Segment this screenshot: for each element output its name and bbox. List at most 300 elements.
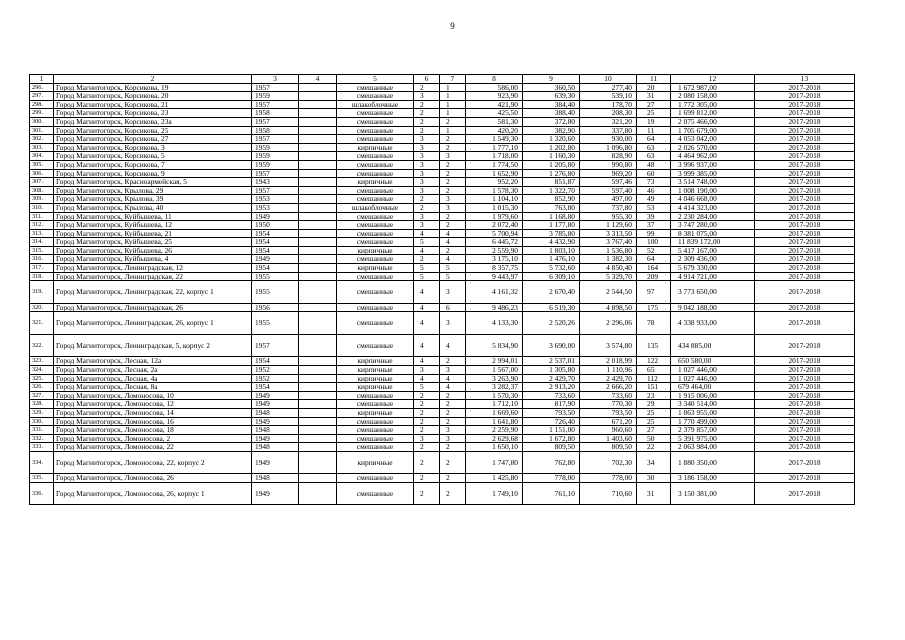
residential-area-cell: 2 429,70 [523,374,580,383]
repair-period-cell: 2017-2018 [755,281,855,304]
total-area-cell: 1 979,60 [466,212,523,221]
entrances-cell: 2 [440,160,466,169]
repair-cost-cell: 3 150 381,00 [671,482,755,505]
repair-period-cell: 2017-2018 [755,92,855,101]
repair-cost-cell: 3 340 514,00 [671,400,755,409]
address-cell: Город Магнитогорск, Куйбышева, 26 [54,246,252,255]
empty-cell [299,281,337,304]
entrances-cell: 2 [440,143,466,152]
address-cell: Город Магнитогорск, Корсикова, 7 [54,160,252,169]
residential-area-cell: 1 276,80 [523,169,580,178]
wall-material-cell: кирпичные [337,374,414,383]
repair-cost-cell: 679 464,00 [671,383,755,392]
private-area-cell: 597,40 [580,186,637,195]
residential-area-cell: 3 785,80 [523,229,580,238]
table-row [30,186,855,195]
empty-cell [299,92,337,101]
floors-cell: 5 [414,272,440,281]
private-area-cell: 1 096,80 [580,143,637,152]
address-cell: Город Магнитогорск, Ломоносова, 26 [54,474,252,483]
repair-cost-cell: 2 080 158,00 [671,92,755,101]
floors-cell: 4 [414,312,440,335]
entrances-cell: 3 [440,434,466,443]
residential-area-cell: 1 160,30 [523,152,580,161]
row-number-cell: 301. [30,126,54,135]
private-area-cell: 2 666,20 [580,383,637,392]
residents-cell: 30 [637,474,671,483]
row-number-cell: 304. [30,152,54,161]
total-area-cell: 952,20 [466,178,523,187]
address-cell: Город Магнитогорск, Корсикова, 5 [54,152,252,161]
address-cell: Город Магнитогорск, Корсикова, 20 [54,92,252,101]
year-built-cell: 1954 [252,246,299,255]
private-area-cell: 539,10 [580,92,637,101]
address-cell: Город Магнитогорск, Лесная, 8а [54,383,252,392]
table-row [30,312,855,335]
total-area-cell: 1 567,00 [466,365,523,374]
header-cell: 5 [337,75,414,84]
floors-cell: 3 [414,434,440,443]
table-row [30,281,855,304]
private-area-cell: 2 544,50 [580,281,637,304]
residential-area-cell: 778,00 [523,474,580,483]
year-built-cell: 1954 [252,264,299,273]
repair-cost-cell: 4 914 721,00 [671,272,755,281]
residential-area-cell: 1 177,80 [523,221,580,230]
address-cell: Город Магнитогорск, Корсикова, 23 [54,109,252,118]
header-cell: 8 [466,75,523,84]
year-built-cell: 1957 [252,117,299,126]
floors-cell: 3 [414,169,440,178]
year-built-cell: 1948 [252,426,299,435]
repair-period-cell: 2017-2018 [755,482,855,505]
entrances-cell: 1 [440,100,466,109]
repair-period-cell: 2017-2018 [755,126,855,135]
row-number-cell: 308. [30,186,54,195]
total-area-cell: 4 133,30 [466,312,523,335]
year-built-cell: 1957 [252,83,299,92]
total-area-cell: 5 700,94 [466,229,523,238]
address-cell: Город Магнитогорск, Лесная, 12а [54,357,252,366]
empty-cell [299,126,337,135]
address-cell: Город Магнитогорск, Корсикова, 25 [54,126,252,135]
address-cell: Город Магнитогорск, Корсикова, 3 [54,143,252,152]
private-area-cell: 778,00 [580,474,637,483]
row-number-cell: 319. [30,281,54,304]
private-area-cell: 710,60 [580,482,637,505]
row-number-cell: 313. [30,229,54,238]
private-area-cell: 955,30 [580,212,637,221]
repair-period-cell: 2017-2018 [755,195,855,204]
year-built-cell: 1955 [252,272,299,281]
total-area-cell: 5 834,90 [466,334,523,357]
table-row [30,117,855,126]
private-area-cell: 930,00 [580,135,637,144]
entrances-cell: 2 [440,169,466,178]
entrances-cell: 3 [440,426,466,435]
table-row [30,203,855,212]
table-row [30,212,855,221]
wall-material-cell: смешанные [337,117,414,126]
residents-cell: 60 [637,169,671,178]
wall-material-cell: смешанные [337,135,414,144]
table-row [30,334,855,357]
entrances-cell: 3 [440,152,466,161]
repair-cost-cell: 4 053 042,00 [671,135,755,144]
wall-material-cell: смешанные [337,443,414,452]
entrances-cell: 2 [440,117,466,126]
total-area-cell: 2 072,40 [466,221,523,230]
wall-material-cell: кирпичные [337,264,414,273]
floors-cell: 2 [414,443,440,452]
private-area-cell: 1 110,96 [580,365,637,374]
wall-material-cell: кирпичные [337,365,414,374]
floors-cell: 2 [414,417,440,426]
address-cell: Город Магнитогорск, Крылова, 29 [54,186,252,195]
table-row [30,169,855,178]
residents-cell: 135 [637,334,671,357]
private-area-cell: 1 403,60 [580,434,637,443]
table-row [30,178,855,187]
residents-cell: 11 [637,126,671,135]
empty-cell [299,238,337,247]
table-row [30,426,855,435]
entrances-cell: 6 [440,303,466,312]
residents-cell: 63 [637,143,671,152]
total-area-cell: 9 486,23 [466,303,523,312]
table-row [30,195,855,204]
total-area-cell: 923,90 [466,92,523,101]
floors-cell: 2 [414,100,440,109]
residents-cell: 52 [637,246,671,255]
residential-area-cell: 360,50 [523,83,580,92]
address-cell: Город Магнитогорск, Куйбышева, 25 [54,238,252,247]
address-cell: Город Магнитогорск, Красноармейская, 5 [54,178,252,187]
year-built-cell: 1958 [252,109,299,118]
repair-cost-cell: 4 338 933,00 [671,312,755,335]
table-row [30,221,855,230]
residents-cell: 99 [637,229,671,238]
total-area-cell: 581,30 [466,117,523,126]
residential-area-cell: 1 168,80 [523,212,580,221]
floors-cell: 4 [414,334,440,357]
repair-period-cell: 2017-2018 [755,203,855,212]
private-area-cell: 208,30 [580,109,637,118]
table-row [30,135,855,144]
repair-period-cell: 2017-2018 [755,474,855,483]
repair-cost-cell: 1 672 987,00 [671,83,755,92]
repair-cost-cell: 1 772 305,00 [671,100,755,109]
private-area-cell: 5 329,70 [580,272,637,281]
year-built-cell: 1957 [252,186,299,195]
repair-period-cell: 2017-2018 [755,272,855,281]
wall-material-cell: кирпичные [337,408,414,417]
floors-cell: 2 [414,126,440,135]
row-number-cell: 326. [30,383,54,392]
residential-area-cell: 5 732,60 [523,264,580,273]
table-row [30,255,855,264]
residents-cell: 27 [637,100,671,109]
address-cell: Город Магнитогорск, Ломоносова, 26, корпус 1 [54,482,252,505]
header-cell: 2 [54,75,252,84]
entrances-cell: 3 [440,365,466,374]
floors-cell: 2 [414,426,440,435]
private-area-cell: 733,60 [580,391,637,400]
floors-cell: 3 [414,212,440,221]
table-row [30,391,855,400]
repair-cost-cell: 4 046 668,00 [671,195,755,204]
table-row [30,126,855,135]
wall-material-cell: шлакоблочные [337,203,414,212]
total-area-cell: 2 994,01 [466,357,523,366]
year-built-cell: 1949 [252,451,299,474]
floors-cell: 2 [414,195,440,204]
repair-period-cell: 2017-2018 [755,212,855,221]
floors-cell: 2 [414,83,440,92]
address-cell: Город Магнитогорск, Ломоносова, 18 [54,426,252,435]
entrances-cell: 3 [440,203,466,212]
repair-cost-cell: 1 027 446,00 [671,365,755,374]
repair-period-cell: 2017-2018 [755,246,855,255]
row-number-cell: 334. [30,451,54,474]
floors-cell: 2 [414,400,440,409]
repair-cost-cell: 650 580,00 [671,357,755,366]
table-row [30,417,855,426]
residents-cell: 25 [637,417,671,426]
total-area-cell: 586,00 [466,83,523,92]
repair-cost-cell: 1 880 350,00 [671,451,755,474]
private-area-cell: 1 382,30 [580,255,637,264]
private-area-cell: 2 429,70 [580,374,637,383]
entrances-cell: 5 [440,272,466,281]
residents-cell: 63 [637,152,671,161]
row-number-cell: 314. [30,238,54,247]
year-built-cell: 1955 [252,312,299,335]
total-area-cell: 1 570,30 [466,391,523,400]
repair-period-cell: 2017-2018 [755,426,855,435]
residential-area-cell: 1 320,60 [523,135,580,144]
year-built-cell: 1955 [252,281,299,304]
row-number-cell: 303. [30,143,54,152]
row-number-cell: 335. [30,474,54,483]
page-number: 9 [450,21,455,31]
private-area-cell: 497,00 [580,195,637,204]
row-number-cell: 315. [30,246,54,255]
residents-cell: 50 [637,434,671,443]
wall-material-cell: смешанные [337,186,414,195]
residents-cell: 31 [637,482,671,505]
row-number-cell: 298. [30,100,54,109]
residential-area-cell: 384,40 [523,100,580,109]
total-area-cell: 420,20 [466,126,523,135]
residential-area-cell: 3 690,00 [523,334,580,357]
private-area-cell: 770,30 [580,400,637,409]
row-number-cell: 328. [30,400,54,409]
repair-cost-cell: 1 770 499,00 [671,417,755,426]
year-built-cell: 1953 [252,203,299,212]
year-built-cell: 1957 [252,100,299,109]
floors-cell: 3 [414,365,440,374]
entrances-cell: 3 [440,195,466,204]
year-built-cell: 1952 [252,374,299,383]
header-cell: 12 [671,75,755,84]
address-cell: Город Магнитогорск, Ленинградская, 22 [54,272,252,281]
row-number-cell: 312. [30,221,54,230]
empty-cell [299,264,337,273]
table-row [30,92,855,101]
private-area-cell: 178,70 [580,100,637,109]
residential-area-cell: 726,40 [523,417,580,426]
repair-period-cell: 2017-2018 [755,451,855,474]
entrances-cell: 2 [440,357,466,366]
floors-cell: 2 [414,451,440,474]
address-cell: Город Магнитогорск, Лесная, 4а [54,374,252,383]
total-area-cell: 3 282,37 [466,383,523,392]
private-area-cell: 2 018,99 [580,357,637,366]
empty-cell [299,229,337,238]
repair-period-cell: 2017-2018 [755,417,855,426]
wall-material-cell: кирпичные [337,383,414,392]
repair-period-cell: 2017-2018 [755,365,855,374]
repair-cost-cell: 1 027 446,00 [671,374,755,383]
wall-material-cell: смешанные [337,474,414,483]
empty-cell [299,434,337,443]
private-area-cell: 4 898,50 [580,303,637,312]
repair-period-cell: 2017-2018 [755,169,855,178]
year-built-cell: 1948 [252,443,299,452]
empty-cell [299,255,337,264]
address-cell: Город Магнитогорск, Ломоносова, 2 [54,434,252,443]
year-built-cell: 1953 [252,195,299,204]
private-area-cell: 702,30 [580,451,637,474]
table-row [30,434,855,443]
table-row [30,152,855,161]
floors-cell: 4 [414,374,440,383]
private-area-cell: 737,80 [580,203,637,212]
residential-area-cell: 1 151,00 [523,426,580,435]
floors-cell: 2 [414,474,440,483]
address-cell: Город Магнитогорск, Ленинградская, 22, корпус 1 [54,281,252,304]
empty-cell [299,272,337,281]
wall-material-cell: шлакоблочные [337,100,414,109]
table-row [30,229,855,238]
wall-material-cell: смешанные [337,417,414,426]
year-built-cell: 1956 [252,303,299,312]
empty-cell [299,246,337,255]
entrances-cell: 4 [440,334,466,357]
wall-material-cell: кирпичные [337,143,414,152]
residents-cell: 49 [637,195,671,204]
private-area-cell: 960,60 [580,426,637,435]
empty-cell [299,203,337,212]
wall-material-cell: смешанные [337,83,414,92]
address-cell: Город Магнитогорск, Ленинградская, 12 [54,264,252,273]
residents-cell: 39 [637,212,671,221]
total-area-cell: 2 259,90 [466,426,523,435]
repair-period-cell: 2017-2018 [755,357,855,366]
wall-material-cell: смешанные [337,92,414,101]
repair-period-cell: 2017-2018 [755,434,855,443]
empty-cell [299,451,337,474]
residential-area-cell: 2 913,20 [523,383,580,392]
table-row [30,383,855,392]
row-number-cell: 330. [30,417,54,426]
private-area-cell: 4 850,40 [580,264,637,273]
floors-cell: 3 [414,186,440,195]
entrances-cell: 2 [440,246,466,255]
address-cell: Город Магнитогорск, Куйбышева, 21 [54,229,252,238]
repair-period-cell: 2017-2018 [755,117,855,126]
total-area-cell: 3 175,10 [466,255,523,264]
address-cell: Город Магнитогорск, Крылова, 39 [54,195,252,204]
empty-cell [299,143,337,152]
floors-cell: 2 [414,482,440,505]
address-cell: Город Магнитогорск, Куйбышева, 11 [54,212,252,221]
floors-cell: 2 [414,391,440,400]
residents-cell: 53 [637,203,671,212]
table-row [30,408,855,417]
repair-period-cell: 2017-2018 [755,443,855,452]
residential-area-cell: 1 202,80 [523,143,580,152]
table-row [30,482,855,505]
repair-period-cell: 2017-2018 [755,152,855,161]
empty-cell [299,357,337,366]
total-area-cell: 6 445,72 [466,238,523,247]
wall-material-cell: смешанные [337,255,414,264]
repair-cost-cell: 9 042 188,00 [671,303,755,312]
entrances-cell: 4 [440,229,466,238]
table-row [30,400,855,409]
table-row [30,264,855,273]
residential-area-cell: 1 672,80 [523,434,580,443]
residential-area-cell: 382,90 [523,126,580,135]
residential-area-cell: 388,40 [523,109,580,118]
total-area-cell: 1 652,90 [466,169,523,178]
repair-period-cell: 2017-2018 [755,383,855,392]
repair-cost-cell: 434 885,00 [671,334,755,357]
total-area-cell: 1 777,10 [466,143,523,152]
year-built-cell: 1949 [252,255,299,264]
residential-area-cell: 762,80 [523,451,580,474]
floors-cell: 4 [414,303,440,312]
row-number-cell: 297. [30,92,54,101]
year-built-cell: 1949 [252,400,299,409]
residential-area-cell: 733,60 [523,391,580,400]
residential-area-cell: 852,90 [523,195,580,204]
repair-period-cell: 2017-2018 [755,238,855,247]
entrances-cell: 4 [440,383,466,392]
private-area-cell: 321,20 [580,117,637,126]
wall-material-cell: смешанные [337,482,414,505]
residents-cell: 25 [637,109,671,118]
entrances-cell: 2 [440,212,466,221]
empty-cell [299,83,337,92]
year-built-cell: 1943 [252,178,299,187]
total-area-cell: 2 559,90 [466,246,523,255]
empty-cell [299,443,337,452]
private-area-cell: 3 574,80 [580,334,637,357]
header-cell: 7 [440,75,466,84]
repair-cost-cell: 2 075 466,00 [671,117,755,126]
repair-cost-cell: 2 379 857,00 [671,426,755,435]
wall-material-cell: кирпичные [337,178,414,187]
empty-cell [299,408,337,417]
residents-cell: 64 [637,135,671,144]
table-row [30,246,855,255]
repair-period-cell: 2017-2018 [755,160,855,169]
year-built-cell: 1954 [252,238,299,247]
total-area-cell: 421,90 [466,100,523,109]
